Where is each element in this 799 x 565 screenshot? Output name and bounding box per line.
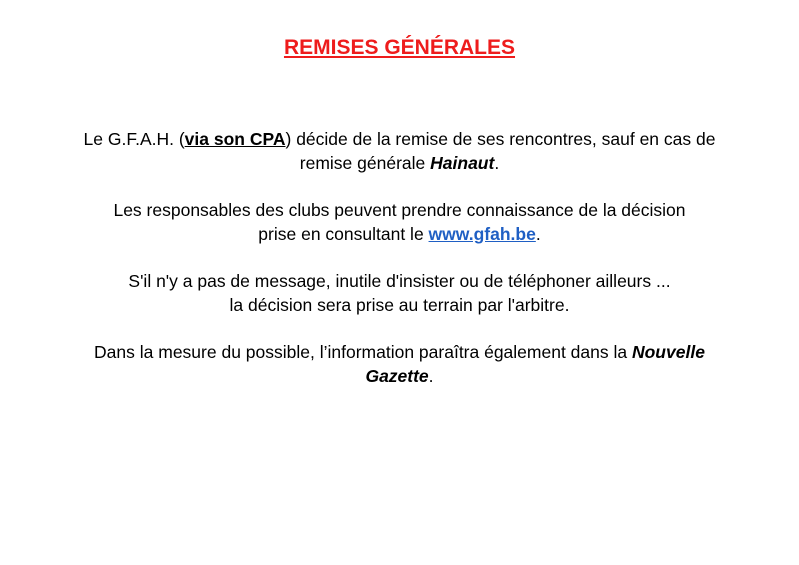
paragraph-line [30,341,769,365]
paragraph-no-message [30,270,769,317]
paragraph-line [30,152,769,176]
paragraph-line: Les responsables des clubs peuvent prendre connaissance de la décision [113,200,686,220]
paragraph-line: la décision sera prise au terrain par l'arbitre. [229,294,570,315]
paragraph-line [30,128,769,152]
text-segment: prise en consultant le [258,223,429,244]
text-segment: . [494,152,500,173]
hainaut-emphasis: Hainaut [430,152,495,173]
text-segment: ) décide de la remise de ses rencontres, sauf en cas de [285,129,716,149]
paragraph-postponement-policy [30,128,769,175]
text-segment: remise générale [299,152,431,173]
paragraph-line [30,223,769,247]
paragraph-consult-website [30,199,769,246]
page-title: REMISES GÉNÉRALES [283,36,516,59]
text-segment: . [535,223,541,244]
paragraph-newspaper [30,341,769,388]
paragraph-line [30,365,769,389]
document-body [30,128,769,412]
newspaper-name-part1: Nouvelle [631,342,705,362]
text-segment: . [428,365,434,386]
text-segment: Le G.F.A.H. ( [83,129,185,149]
paragraph-line: S'il n'y a pas de message, inutile d'insister ou de téléphoner ailleurs ... [128,271,671,291]
gfah-website-link[interactable]: www.gfah.be [428,223,536,244]
newspaper-name-part2: Gazette [365,365,429,386]
via-cpa-emphasis: via son CPA [184,129,286,149]
text-segment: Dans la mesure du possible, l’information paraîtra également dans la [94,342,632,362]
